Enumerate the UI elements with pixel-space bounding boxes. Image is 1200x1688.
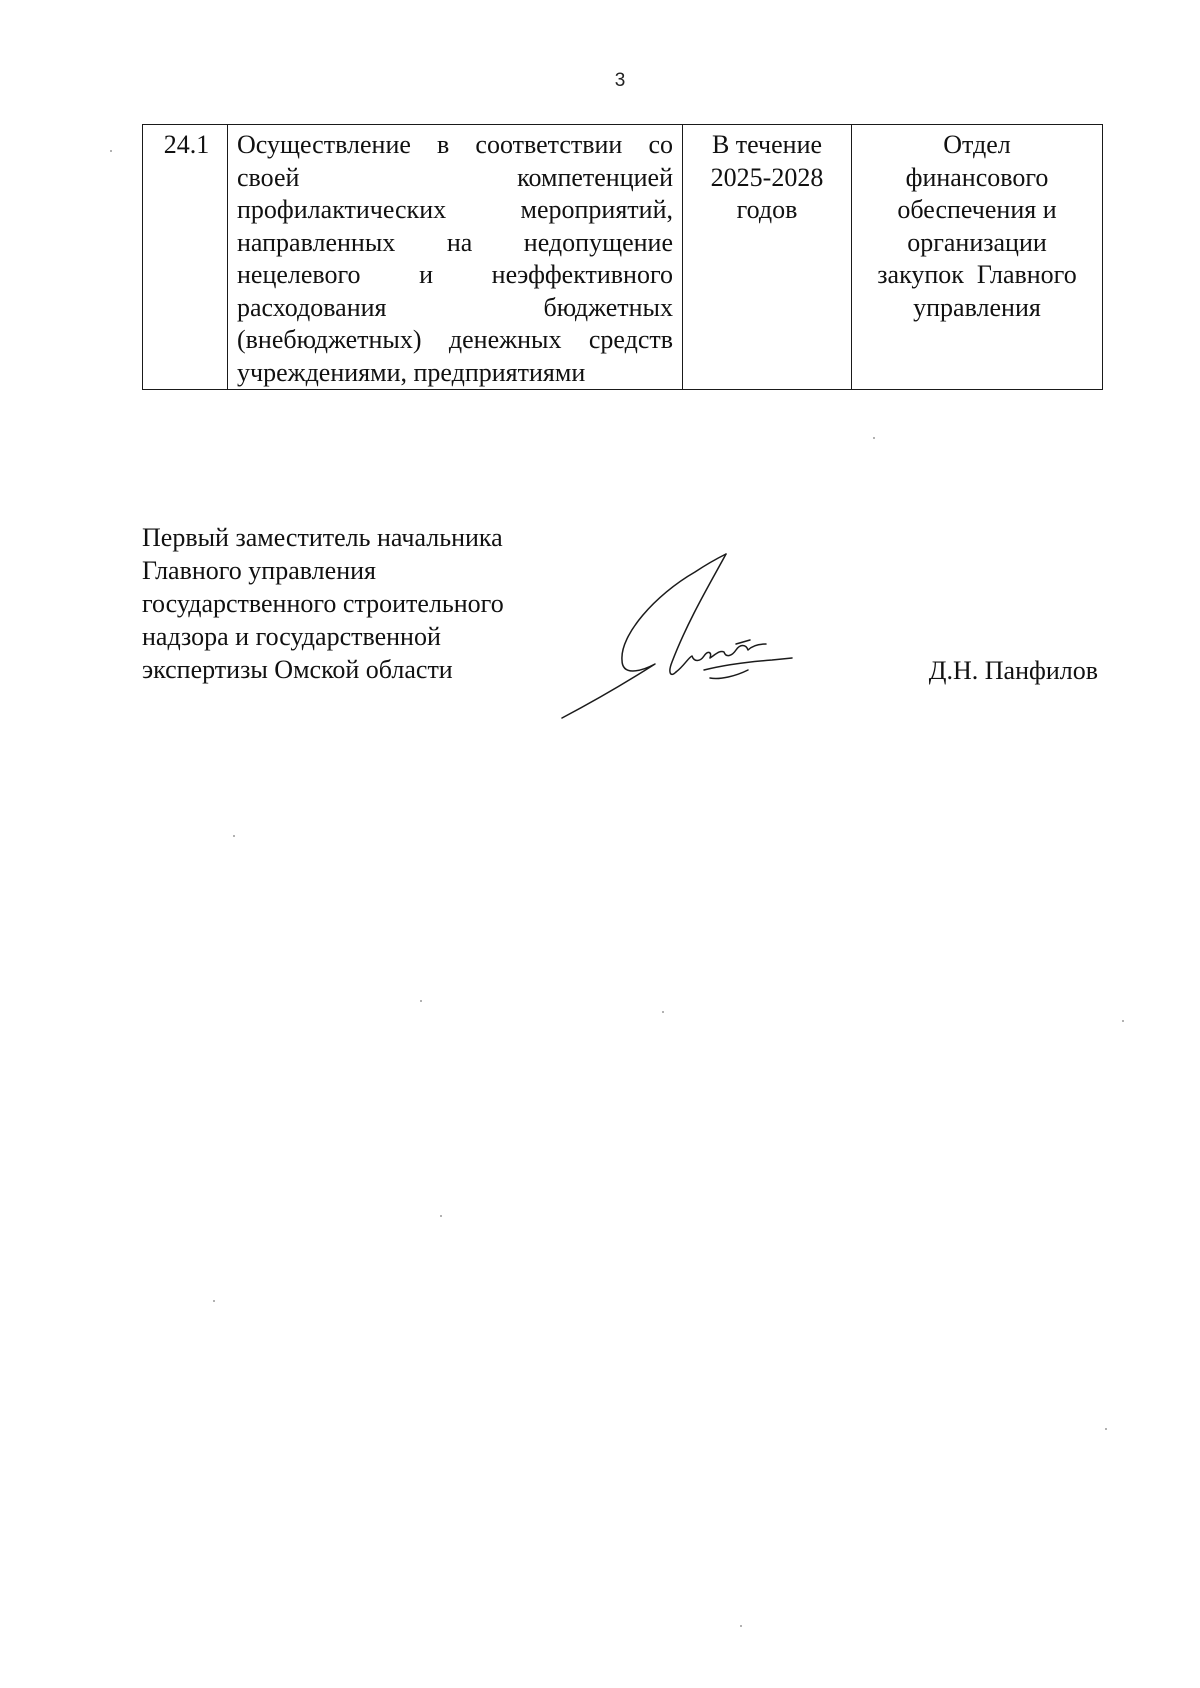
signer-name: Д.Н. Панфилов (928, 656, 1098, 685)
scan-speck (1122, 1020, 1124, 1022)
row-description-cell: Осуществление в соответствии со своей компетенцией профилактических мероприятий, направленных на недопущение нецелевого и неэффективного расходования бюджетных (внебюджетных) денежных средств учреждениями, предприятиями (228, 125, 683, 390)
scan-speck (740, 1625, 742, 1627)
responsible-line: управления (913, 292, 1041, 322)
responsible-line: организации (907, 227, 1047, 257)
position-line: экспертизы Омской области (142, 655, 453, 684)
handwritten-signature (560, 540, 860, 740)
page-number: 3 (614, 70, 626, 91)
scan-speck (440, 1215, 442, 1217)
responsible-line: финансового (905, 162, 1049, 192)
period-line: В течение (711, 130, 823, 159)
scan-speck (1105, 1428, 1107, 1430)
measures-table (142, 124, 1103, 390)
table-row (143, 125, 1103, 390)
row-number-cell: 24.1 (143, 125, 228, 390)
scan-speck (420, 1000, 422, 1002)
position-line: государственного строительного (142, 589, 504, 618)
row-responsible-cell (852, 125, 1103, 390)
position-line: Первый заместитель начальника (142, 523, 503, 552)
signatory-position (142, 521, 572, 686)
row-period-cell (683, 125, 852, 390)
position-line: надзора и государственной (142, 622, 441, 651)
responsible-line: Отдел (943, 130, 1011, 159)
responsible-line: обеспечения и (897, 195, 1057, 224)
responsible-line: закупок Главного (877, 260, 1077, 289)
period-line: годов (736, 195, 798, 224)
scan-speck (213, 1300, 215, 1302)
position-line: Главного управления (142, 556, 376, 585)
scan-speck (233, 835, 235, 837)
scan-speck (662, 1011, 664, 1013)
period-line: 2025-2028 (710, 162, 824, 192)
scan-speck (873, 437, 875, 439)
scan-speck (110, 150, 112, 152)
